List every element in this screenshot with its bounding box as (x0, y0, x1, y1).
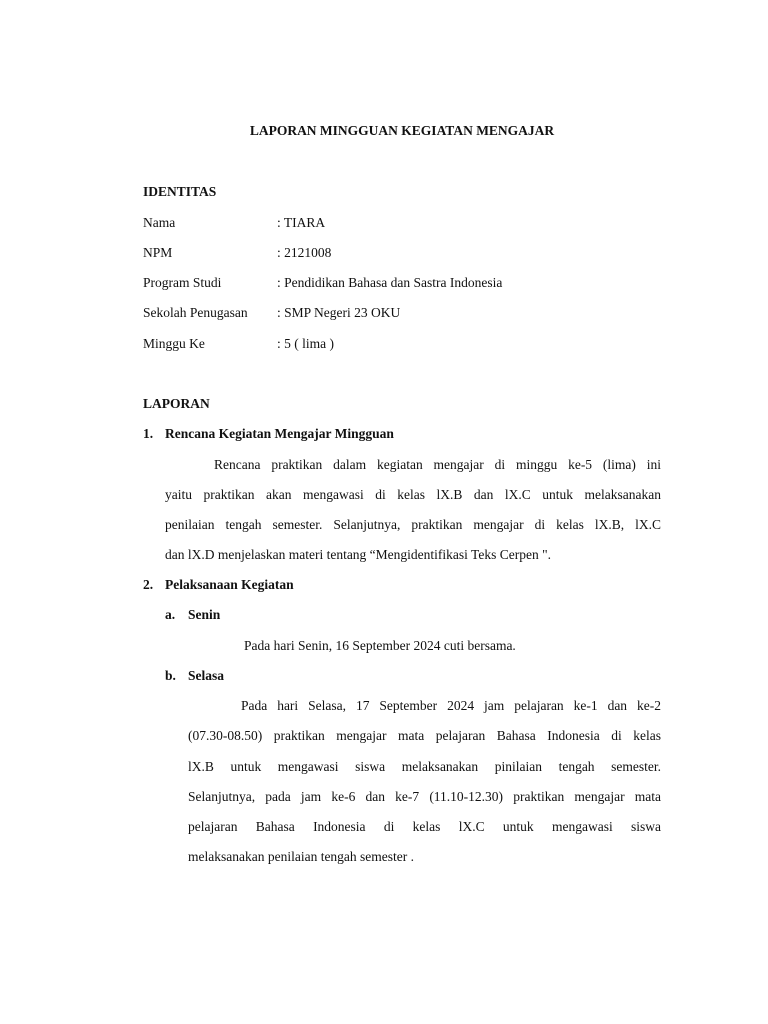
identity-label-sekolah: Sekolah Penugasan (143, 305, 248, 320)
subsection-b-line: lX.B untuk mengawasi siswa melaksanakan pinilaian tengah semester. (188, 759, 661, 774)
document-title: LAPORAN MINGGUAN KEGIATAN MENGAJAR (249, 123, 555, 138)
section-1-line: yaitu praktikan akan mengawasi di kelas lX.B dan lX.C untuk melaksanakan (165, 487, 661, 502)
subsection-b-heading: Selasa (188, 668, 225, 683)
subsection-a-letter: a. (165, 607, 176, 622)
section-1-line: Rencana praktikan dalam kegiatan mengajar di minggu ke-5 (lima) ini (214, 457, 661, 472)
identity-value-sekolah: : SMP Negeri 23 OKU (277, 305, 401, 320)
section-1-heading: Rencana Kegiatan Mengajar Mingguan (165, 426, 394, 441)
identitas-heading: IDENTITAS (143, 184, 217, 199)
subsection-b-line: Selanjutnya, pada jam ke-6 dan ke-7 (11.10-12.30) praktikan mengajar mata (188, 789, 661, 804)
subsection-b-line: pelajaran Bahasa Indonesia di kelas lX.C untuk mengawasi siswa (188, 819, 661, 834)
subsection-a-text: Pada hari Senin, 16 September 2024 cuti bersama. (244, 638, 516, 653)
section-2-number: 2. (143, 577, 154, 592)
section-1-line: dan lX.D menjelaskan materi tentang “Mengidentifikasi Teks Cerpen ". (165, 547, 551, 562)
subsection-b-line: Pada hari Selasa, 17 September 2024 jam pelajaran ke-1 dan ke-2 (241, 698, 661, 713)
identity-value-npm: : 2121008 (277, 245, 332, 260)
section-2-heading: Pelaksanaan Kegiatan (165, 577, 294, 592)
identity-value-minggu: : 5 ( lima ) (277, 336, 334, 351)
subsection-b-line: melaksanakan penilaian tengah semester . (188, 849, 415, 864)
identity-label-program-studi: Program Studi (143, 275, 222, 290)
identity-value-program-studi: : Pendidikan Bahasa dan Sastra Indonesia (277, 275, 503, 290)
identity-label-minggu: Minggu Ke (143, 336, 205, 351)
section-1-line: penilaian tengah semester. Selanjutnya, praktikan mengajar di kelas lX.B, lX.C (165, 517, 661, 532)
laporan-heading: LAPORAN (143, 396, 210, 411)
subsection-a-heading: Senin (188, 607, 221, 622)
identity-label-npm: NPM (143, 245, 173, 260)
identity-value-nama: : TIARA (277, 215, 326, 230)
subsection-b-line: (07.30-08.50) praktikan mengajar mata pelajaran Bahasa Indonesia di kelas (188, 728, 661, 743)
section-1-number: 1. (143, 426, 154, 441)
subsection-b-letter: b. (165, 668, 176, 683)
identity-label-nama: Nama (143, 215, 176, 230)
